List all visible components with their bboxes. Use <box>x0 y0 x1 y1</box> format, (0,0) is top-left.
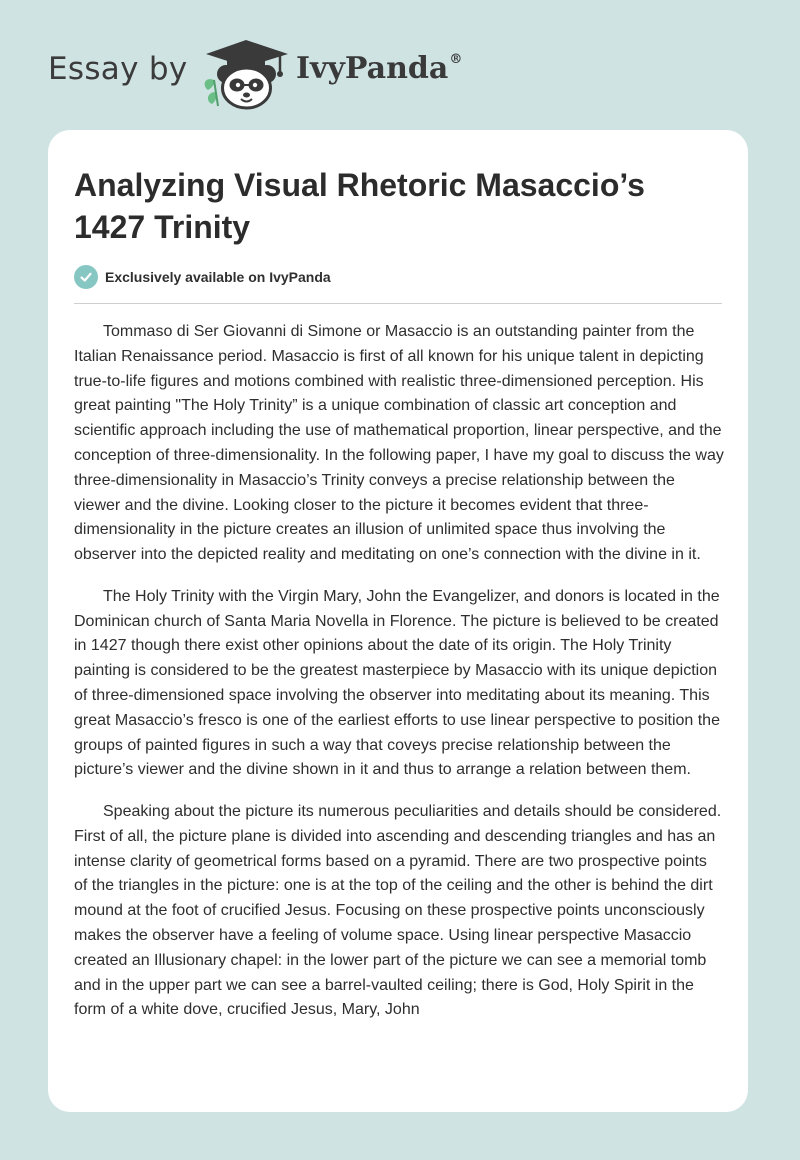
essay-paragraph: Speaking about the picture its numerous peculiarities and details should be considered. First of all, the picture plane is divided into ascending and descending triangles and has an intense clarity of geometrical forms based on a pyramid. There are two prospective points of the triangles in the picture: one is at the top of the ceiling and the other is behind the dirt mound at the foot of crucified Jesus. Focusing on these prospective points unconsciously makes the observer have a feeling of volume space. Using linear perspective Masaccio created an Illusionary chapel: in the lower part of the picture we can see a memorial tomb and in the upper part we can see a barrel-vaulted ceiling; there is God, Holy Spirit in the form of a white dove, crucified Jesus, Mary, John <box>74 802 722 1019</box>
essay-paragraph: Tommaso di Ser Giovanni di Simone or Masaccio is an outstanding painter from the Italian Renaissance period. Masaccio is first of all known for his unique talent in depicting true-to-life figures and motions combined with realistic three-dimensioned perception. His great painting "The Holy Trinity” is a unique combination of classic art conception and scientific approach including the use of mathematical proportion, linear perspective, and the conception of three-dimensionality. In the following paper, I have my goal to discuss the way three-dimensionality in Masaccio’s Trinity conveys a precise relationship between the viewer and the divine. Looking closer to the picture it becomes evident that three-dimensionality in the picture creates an illusion of unlimited space thus involving the observer into the depicted reality and meditating on one’s connection with the divine in it. <box>74 323 724 564</box>
essay-title: Analyzing Visual Rhetoric Masaccio’s 1427 Trinity <box>74 167 645 245</box>
essay-card <box>48 130 748 1112</box>
brand-name-text: IvyPanda <box>296 51 449 86</box>
panda-logo-icon[interactable] <box>200 36 292 110</box>
exclusive-badge <box>74 264 331 290</box>
essay-by-label: Essay by <box>48 51 188 87</box>
essay-paragraph: The Holy Trinity with the Virgin Mary, John the Evangelizer, and donors is located in the Dominican church of Santa Maria Novella in Florence. The picture is believed to be created in 1427 though there exist other opinions about the date of its origin. The Holy Trinity painting is considered to be the greatest masterpiece by Masaccio with its unique depiction of three-dimensioned space involving the observer into meditating about its meaning. This great Masaccio’s fresco is one of the earliest efforts to use linear perspective to position the groups of painted figures in such a way that coveys precise relationship between the picture’s viewer and the divine shown in it and thus to arrange a relation between them. <box>74 587 720 779</box>
registered-mark: ® <box>449 52 463 67</box>
title-divider <box>74 303 722 304</box>
essay-body <box>74 320 724 1040</box>
check-icon <box>74 265 98 289</box>
brand-name[interactable] <box>296 51 462 86</box>
exclusive-badge-label: Exclusively available on IvyPanda <box>105 269 331 285</box>
site-header <box>0 0 800 130</box>
